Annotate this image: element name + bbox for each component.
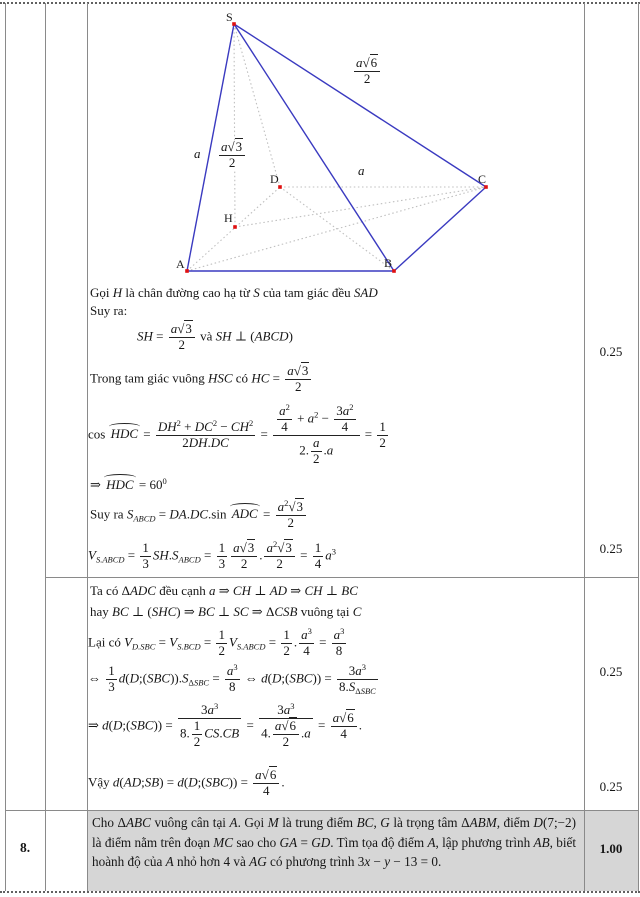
solution-line-volume: $V_{S.ABCD}$ = $\frac{1}{3}$ $SH.S_{ABCD}$ = $\frac{1}{3}$ $\frac{a√3}{2}$ . $\frac{a^2√3}{2}$ = $\frac{1}{4}$ $a^3$: [88, 539, 336, 571]
figure-vertex-label-h: H: [224, 211, 233, 225]
solution-line-hay: hay BC ⊥ (SHC) ⇒ BC ⊥ SC ⇒ ΔCSB vuông tại C: [90, 604, 362, 619]
score-cell-4: 0.25: [599, 779, 623, 794]
solution-line-ta-co: Ta có ΔADC đều cạnh a ⇒ CH ⊥ AD ⇒ CH ⊥ BC: [90, 583, 358, 598]
figure-vertex-dot-h: [233, 225, 237, 229]
figure-vertex-label-a: A: [176, 257, 185, 271]
table-border-top-dotted: [0, 2, 640, 4]
question-number: 8.: [19, 840, 31, 855]
score-cell-1: 0.25: [599, 344, 623, 359]
figure-vertex-dot-d: [278, 185, 282, 189]
table-row-line-1: [45, 577, 638, 578]
solution-line-lai-co: Lại có $V_{D.SBC} = V_{S.BCD}$ = $\frac{1}{2}$ $V_{S.ABCD}$ = $\frac{1}{2}$ . $\frac{a^3}{4}$ = $\frac{a^3}{8}$: [88, 626, 345, 658]
solution-line-goi-h: Gọi H là chân đường cao hạ từ S của tam giác đều SAD: [90, 285, 378, 300]
figure-vertex-label-b: B: [384, 256, 393, 270]
table-column-line-score: [584, 3, 585, 891]
figure-frac-label-sh: $\frac{a√3}{2}$: [216, 140, 248, 171]
solution-line-area-abcd: Suy ra $S_{ABCD} = DA.DC.\sin$ ADC = $\frac{a^2√3}{2}$: [90, 500, 308, 531]
table-column-line-1: [45, 3, 46, 891]
solution-line-hdc-60: ⇒ HDC = $60^0$: [90, 476, 167, 492]
figure-vertex-dot-a: [185, 269, 189, 273]
table-border-bottom-dotted: [0, 891, 640, 893]
figure-edge-label-sa: a: [194, 146, 201, 161]
score-cell-3: 0.25: [599, 664, 623, 679]
question8-statement: Cho ΔABC vuông cân tại A. Gọi M là trung điểm BC, G là trọng tâm ΔABM, điểm D(7;−2) là điểm nằm trên đoạn MC sao cho GA = GD. Tìm tọa độ điểm A, lập phương trình AB, biết hoành độ của A nhỏ hơn 4 và AG có phương trình 3x − y − 13 = 0.: [92, 815, 577, 869]
figure-frac-label-sc: $\frac{a√6}{2}$: [352, 56, 382, 87]
table-border-left: [5, 3, 6, 891]
solution-line-suy-ra: Suy ra:: [90, 303, 128, 318]
score-cell-total: 1.00: [599, 841, 623, 856]
figure-edge-label-dc: a: [358, 163, 365, 178]
pyramid-figure: [160, 5, 505, 290]
solution-line-vay: Vậy d(AD;SB) = d(D;(SBC)) = $\frac{a√6}{4}$ .: [88, 767, 285, 798]
solution-line-cos-hdc: cos HDC = $\frac{DH^2 + DC^2 - CH^2}{2DH.DC}$ = $\frac{a^2}{4}$ + $a^2$ − $\frac{3a^2}{4}$ 2. $\frac{a}{2}$ .a = $\frac{1}{2}$: [88, 402, 386, 466]
figure-edge-db: [280, 187, 394, 271]
figure-edge-sh: [234, 24, 235, 227]
score-cell-2: 0.25: [599, 541, 623, 556]
solution-line-hsc: Trong tam giác vuông HSC có HC = $\frac{a√3}{2}$: [90, 364, 313, 395]
solution-line-sh-formula: SH = $\frac{a√3}{2}$ và SH ⊥ (ABCD): [137, 321, 293, 352]
figure-vertex-label-s: S: [226, 10, 233, 24]
figure-vertex-label-d: D: [270, 172, 279, 186]
figure-vertex-dot-s: [232, 22, 236, 26]
solution-line-distance-1: ⇔ $\frac{1}{3}$ $d(D;(SBC)).S_{\Delta SBC}$ = $\frac{a^3}{8}$ ⇔ d(D;(SBC)) = $\frac{3a^3}{8.S_{\Delta SBC}}$: [88, 662, 376, 696]
table-row-line-2: [5, 810, 638, 811]
solution-line-distance-2: ⇒ d(D;(SBC)) = $3a^3$ 8. $\frac{1}{2}$ CS.CB = $3a^3$ 4. $\frac{a√6}{2}$ .a = $\frac{a√6}{4}$ .: [88, 701, 362, 749]
table-border-right: [638, 3, 639, 891]
figure-vertex-dot-b: [392, 269, 396, 273]
figure-container: [160, 5, 505, 290]
figure-vertex-label-c: C: [478, 172, 487, 186]
